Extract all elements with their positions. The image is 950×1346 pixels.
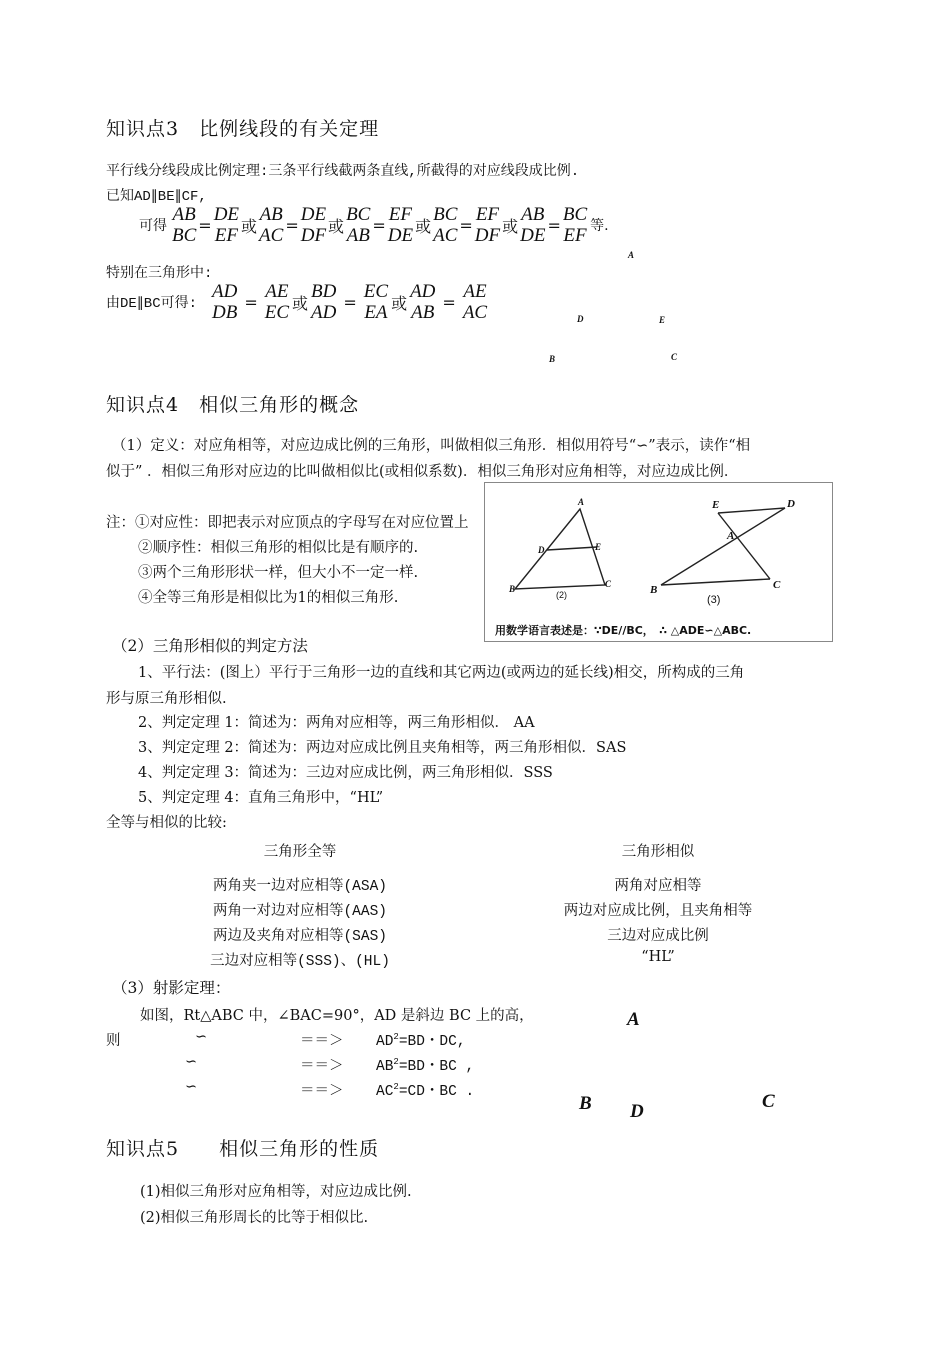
kp3-theorem-line: 平行线分线段成比例定理:三条平行线截两条直线,所截得的对应线段成比例. [106, 164, 580, 180]
equals: = [459, 215, 473, 235]
fraction: DE EF [213, 204, 240, 246]
compare-right-column [508, 840, 808, 974]
proj-label-b: B [579, 1093, 592, 1114]
fig2-caption: (3) [707, 594, 721, 606]
fig1-label-c: C [605, 579, 612, 589]
fraction: BC AB [346, 204, 371, 246]
kp3-special-line: 特别在三角形中: [106, 266, 213, 282]
kp3-prefix: 可得 [139, 218, 167, 234]
kp4-projection-title: （3）射影定理： [112, 979, 231, 997]
kp3-de-prefix: 由DE∥BC可得: [106, 296, 198, 312]
compare-left-item: 两角一对边对应相等(AAS) [212, 904, 387, 920]
fraction: AB AC [259, 204, 284, 246]
fraction: AD DB [212, 281, 238, 323]
kp3-triangle-row [106, 281, 488, 323]
kp4-definition-line2: 似于” ．相似三角形对应边的比叫做相似比(或相似系数)．相似三角形对应角相等，对应边成比例． [106, 464, 739, 480]
point-label-e: E [659, 315, 666, 325]
fig2-label-b: B [650, 584, 658, 596]
fraction: EF DF [474, 204, 501, 246]
proj-label-d: D [630, 1101, 644, 1122]
implies-arrow: ＝＝＞ [300, 1083, 344, 1099]
compare-right-head: 三角形相似 [621, 844, 695, 860]
fraction: DE DF [300, 204, 327, 246]
figure-drawing [485, 483, 832, 641]
similar-symbol: ∽ [195, 1029, 208, 1045]
implies-arrow: ＝＝＞ [300, 1033, 344, 1049]
fraction: EF DE [387, 204, 414, 246]
fig2-label-a: A [727, 530, 735, 542]
fig1-label-d: D [538, 545, 545, 555]
kp4-note-3: ③两个三角形形状一样，但大小不一定一样. [138, 565, 419, 581]
equals: = [285, 215, 299, 235]
kp3-proportion-row [139, 204, 609, 246]
or-word: 或 [502, 216, 519, 236]
kp3-title: 知识点3 比例线段的有关定理 [106, 118, 380, 140]
compare-right-item: 两边对应成比例，且夹角相等 [563, 903, 753, 919]
kp4-projection-then: 则 [106, 1033, 121, 1049]
or-word: 或 [328, 216, 345, 236]
or-word: 或 [292, 293, 309, 313]
fraction: AD AB [410, 281, 436, 323]
kp4-judge-2: 2、判定定理 1：简述为：两角对应相等，两三角形相似． AA [138, 715, 535, 731]
fig1-label-e: E [595, 542, 602, 552]
compare-left-item: 两角夹一边对应相等(ASA) [212, 879, 387, 895]
kp4-title: 知识点4 相似三角形的概念 [106, 394, 360, 416]
projection-formula-1: $AD^2=BD$・DC, [376, 1032, 466, 1050]
kp5-title: 知识点5 相似三角形的性质 [106, 1138, 380, 1160]
fraction: AB DE [520, 204, 546, 246]
kp4-definition-line1: （1）定义：对应角相等，对应边成比例的三角形，叫做相似三角形．相似用符号“∽”表示，读作“相 [112, 438, 751, 454]
fig1-label-a: A [578, 497, 585, 507]
implies-arrow: ＝＝＞ [300, 1058, 344, 1074]
point-label-a: A [628, 250, 635, 260]
compare-right-item: 两角对应相等 [614, 878, 702, 894]
point-label-d: D [577, 314, 584, 324]
compare-left-item: 两边及夹角对应相等(SAS) [212, 929, 387, 945]
similar-triangles-figure [484, 482, 833, 642]
kp3-given-line: 已知AD∥BE∥CF, [106, 189, 207, 205]
equals: = [198, 215, 212, 235]
fraction: AE EC [264, 281, 290, 323]
or-word: 或 [241, 216, 258, 236]
fig2-label-e: E [712, 499, 720, 511]
kp4-note-4: ④全等三角形是相似比为1的相似三角形. [138, 590, 399, 606]
fraction: BD AD [311, 281, 337, 323]
fraction: BC EF [562, 204, 588, 246]
fig1-label-b: B [509, 584, 516, 594]
kp4-judge-1: 1、平行法：(图上）平行于三角形一边的直线和其它两边(或两边的延长线)相交，所构成的三角 [138, 665, 745, 681]
or-word: 或 [415, 216, 432, 236]
compare-left-head: 三角形全等 [263, 844, 337, 860]
kp4-note-2: ②顺序性：相似三角形的相似比是有顺序的. [138, 540, 419, 556]
kp4-judge-4: 4、判定定理 3：简述为：三边对应成比例，两三角形相似．SSS [138, 765, 553, 781]
figure-statement: 用数学语言表述是：∵DE//BC， ∴ △ADE∽△ABC. [495, 624, 752, 637]
compare-left-item: 三边对应相等(SSS)、(HL) [210, 954, 390, 970]
fraction: AE AC [462, 281, 488, 323]
fraction: BC AC [433, 204, 458, 246]
kp4-compare-title: 全等与相似的比较: [106, 815, 227, 831]
kp4-judge-3: 3、判定定理 2：简述为：两边对应成比例且夹角相等，两三角形相似．SAS [138, 740, 627, 756]
kp4-projection-line: 如图，Rt△ABC 中，∠BAC=90°，AD 是斜边 BC 上的高， [140, 1008, 534, 1024]
proj-label-a: A [627, 1009, 640, 1030]
kp5-item-1: (1)相似三角形对应角相等，对应边成比例. [140, 1184, 412, 1200]
compare-left-column [150, 840, 450, 974]
fraction: EC EA [363, 281, 389, 323]
compare-right-item: “HL” [641, 949, 675, 965]
kp4-note-1: 注：①对应性：即把表示对应顶点的字母写在对应位置上 [106, 515, 469, 531]
compare-right-item: 三边对应成比例 [607, 928, 709, 944]
similar-symbol: ∽ [185, 1054, 198, 1070]
point-label-c: C [671, 352, 678, 362]
kp4-judge-title: （2）三角形相似的判定方法 [112, 637, 308, 655]
or-word: 或 [391, 293, 408, 313]
equals: = [372, 215, 386, 235]
fig1-caption: (2) [556, 590, 567, 600]
kp4-judge-5: 5、判定定理 4：直角三角形中，“HL” [138, 790, 384, 806]
kp4-judge-1b: 形与原三角形相似. [106, 691, 227, 707]
fig2-label-d: D [787, 498, 795, 510]
equals: = [442, 292, 456, 312]
kp5-item-2: (2)相似三角形周长的比等于相似比. [140, 1210, 369, 1226]
projection-formula-3: $AC^2=CD$・BC . [376, 1082, 475, 1100]
proj-label-c: C [762, 1091, 775, 1112]
equals: = [343, 292, 357, 312]
point-label-b: B [549, 354, 556, 364]
equals: = [244, 292, 258, 312]
equals: = [547, 215, 561, 235]
projection-formula-2: $AB^2=BD$・BC , [376, 1057, 475, 1075]
fig2-label-c: C [773, 579, 781, 591]
similar-symbol: ∽ [185, 1079, 198, 1095]
kp3-suffix: 等. [590, 218, 609, 234]
fraction: AB BC [172, 204, 197, 246]
